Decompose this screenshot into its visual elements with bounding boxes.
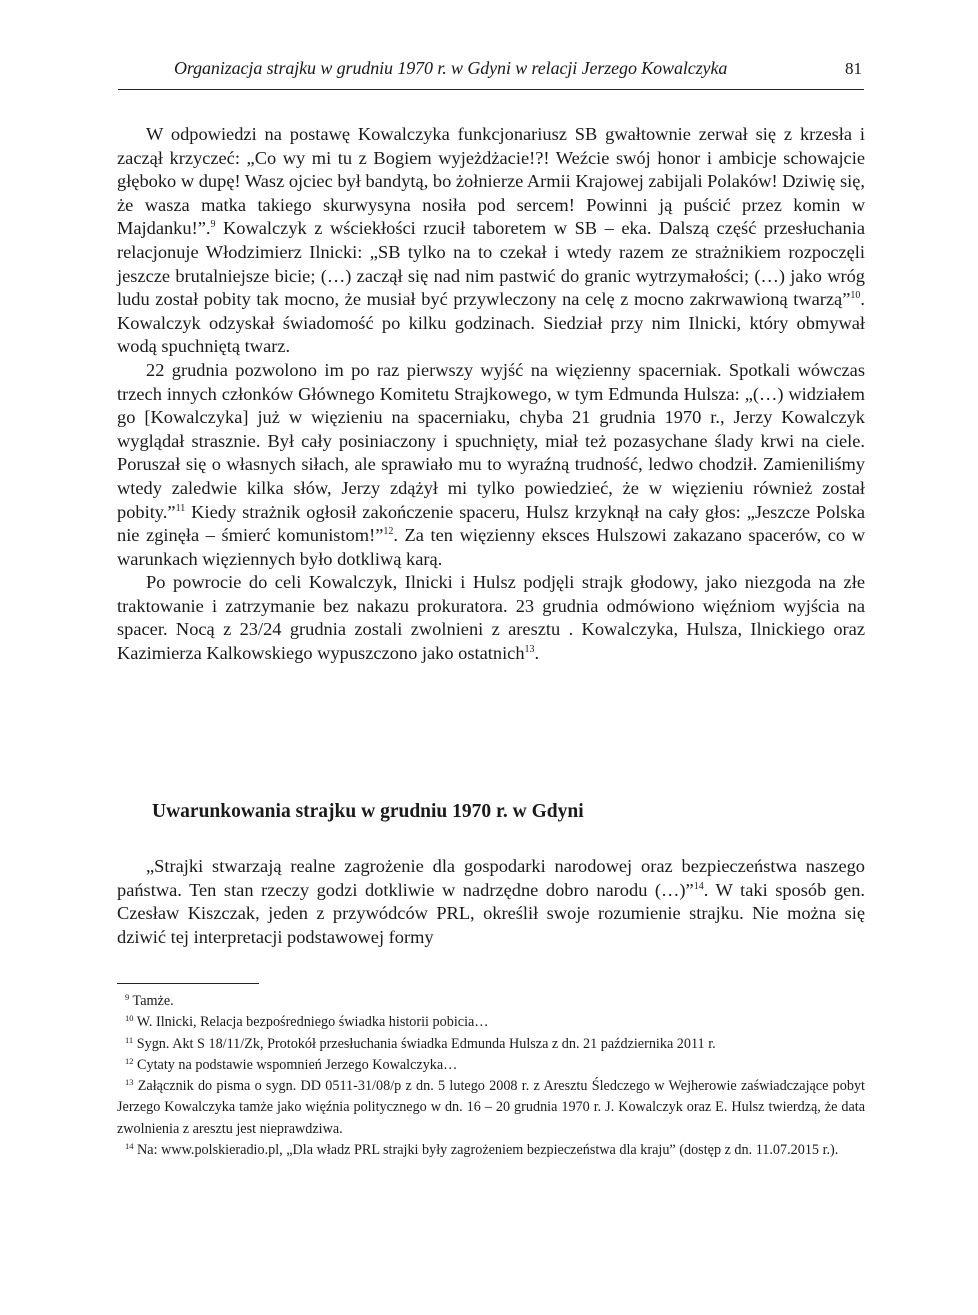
header-rule	[118, 89, 864, 90]
paragraph-3: Po powrocie do celi Kowalczyk, Ilnicki i Hulsz podjęli strajk głodowy, jako niezgoda na złe traktowanie i zatrzymanie bez nakazu prokuratora. 23 grudnia odmówiono więźniom wyjścia na spacer. Nocą z 23/24 grudnia zostali zwolnieni z aresztu . Kowalczyka, Hulsza, Ilnickiego oraz Kazimierza Kalkowskiego wypuszczono jako ostatnich$^{13}$.	[117, 572, 865, 664]
footnote-ref-14[interactable]: 14	[693, 880, 704, 892]
footnote-12: $^{12}$ Cytaty na podstawie wspomnień Jerzego Kowalczyka…	[125, 1055, 458, 1073]
footnote-separator	[117, 983, 259, 984]
paragraph-1: W odpowiedzi na postawę Kowalczyka funkcjonariusz SB gwałtownie zerwał się z krzesła i zaczął krzyczeć: „Co wy mi tu z Bogiem wyjeżdżacie!?! Weźcie swój honor i ambicje schowajcie głęboko w dupę! Wasz ojciec był bandytą, bo żołnierze Armii Krajowej zabijali Polaków! Dziwię się, że wasza matka takiego skurwysyna nosiła pod sercem! Powinni ją puścić przez komin w Majdanku!”.$^9$ Kowalczyk z wściekłości rzucił taboretem w SB – eka. Dalszą część przesłuchania relacjonuje Włodzimierz Ilnicki: „SB tylko na to czekał i wtedy razem ze strażnikiem rozpoczęli jeszcze brutalniejsze bicie; (…) zaczął się nad nim pastwić do granic wytrzymałości; (…) jako wróg ludu został pobity tak mocno, że musiał być przywleczony na celę z mocno zakrwawioną twarzą”$^{10}$. Kowalczyk odzyskał świadomość po kilku godzinach. Siedział przy nim Ilnicki, który obmywał wodą spuchniętą twarz.	[117, 124, 865, 357]
footnote-9: $^9$ Tamże.	[125, 992, 174, 1009]
section-heading: Uwarunkowania strajku w grudniu 1970 r. w Gdyni	[152, 801, 584, 822]
footnote-ref-13[interactable]: 13	[524, 644, 535, 656]
paragraph-4: „Strajki stwarzają realne zagrożenie dla gospodarki narodowej oraz bezpieczeństwa naszego państwa. Ten stan rzeczy godzi dotkliwie w nadrzędne dobro narodu (…)”$^{14}$. W taki sposób gen. Czesław Kiszczak, jeden z przywódców PRL, określił swoje rozumienie strajku. Nie można się dziwić tej interpretacji podstawowej formy	[117, 856, 865, 947]
footnote-ref-10[interactable]: 10	[850, 290, 861, 302]
section-body-text	[117, 855, 865, 949]
footnotes	[117, 991, 865, 1161]
running-title: Organizacja strajku w grudniu 1970 r. w Gdyni w relacji Jerzego Kowalczyka	[174, 58, 728, 78]
running-head	[118, 58, 864, 79]
page-number: 81	[845, 59, 862, 78]
footnote-ref-11[interactable]: 11	[175, 502, 186, 514]
footnote-14: $^{14}$ Na: www.polskieradio.pl, „Dla władz PRL strajki były zagrożeniem bezpieczeństwa dla kraju” (dostęp z dn. 11.07.2015 r.).	[125, 1141, 839, 1159]
footnote-ref-9[interactable]: 9	[210, 219, 216, 231]
footnote-10: $^{10}$ W. Ilnicki, Relacja bezpośredniego świadka historii pobicia…	[125, 1013, 489, 1031]
body-text	[117, 123, 865, 666]
footnote-11: $^{11}$ Sygn. Akt S 18/11/Zk, Protokół przesłuchania świadka Edmunda Hulsza z dn. 21 października 2011 r.	[125, 1034, 716, 1052]
paragraph-2: 22 grudnia pozwolono im po raz pierwszy wyjść na więzienny spacerniak. Spotkali wówczas trzech innych członków Głównego Komitetu Strajkowego, w tym Edmunda Hulsza: „(…) widziałem go [Kowalczyka] już w więzieniu na spacerniaku, chyba 21 grudnia 1970 r., Jerzy Kowalczyk wyglądał strasznie. Był cały posiniaczony i spuchnięty, miał też pozasychane ślady krwi na ciele. Poruszał się o własnych siłach, ale sprawiało mu to wyraźną trudność, ledwo chodził. Zamieniliśmy wtedy zaledwie kilka słów, Jerzy zdążył mi tylko powiedzieć, że w więzieniu również został pobity.”$^{11}$ Kiedy strażnik ogłosił zakończenie spaceru, Hulsz krzyknął na cały głos: „Jeszcze Polska nie zginęła – śmierć komunistom!”$^{12}$. Za ten więzienny eksces Hulszowi zakazano spacerów, co w warunkach więziennych było dotkliwą karą.	[117, 359, 865, 569]
footnote-13: $^{13}$ Załącznik do pisma o sygn. DD 0511-31/08/p z dn. 5 lutego 2008 r. z Aresztu Śledczego w Wejherowie zaświadczające pobyt Jerzego Kowalczyka tamże jako więźnia politycznego w dn. 16 – 20 grudnia 1970 r. J. Kowalczyk oraz E. Hulsz twierdzą, że data zwolnienia z aresztu jest nieprawdziwa.	[117, 1077, 865, 1137]
footnote-ref-12[interactable]: 12	[383, 526, 394, 538]
